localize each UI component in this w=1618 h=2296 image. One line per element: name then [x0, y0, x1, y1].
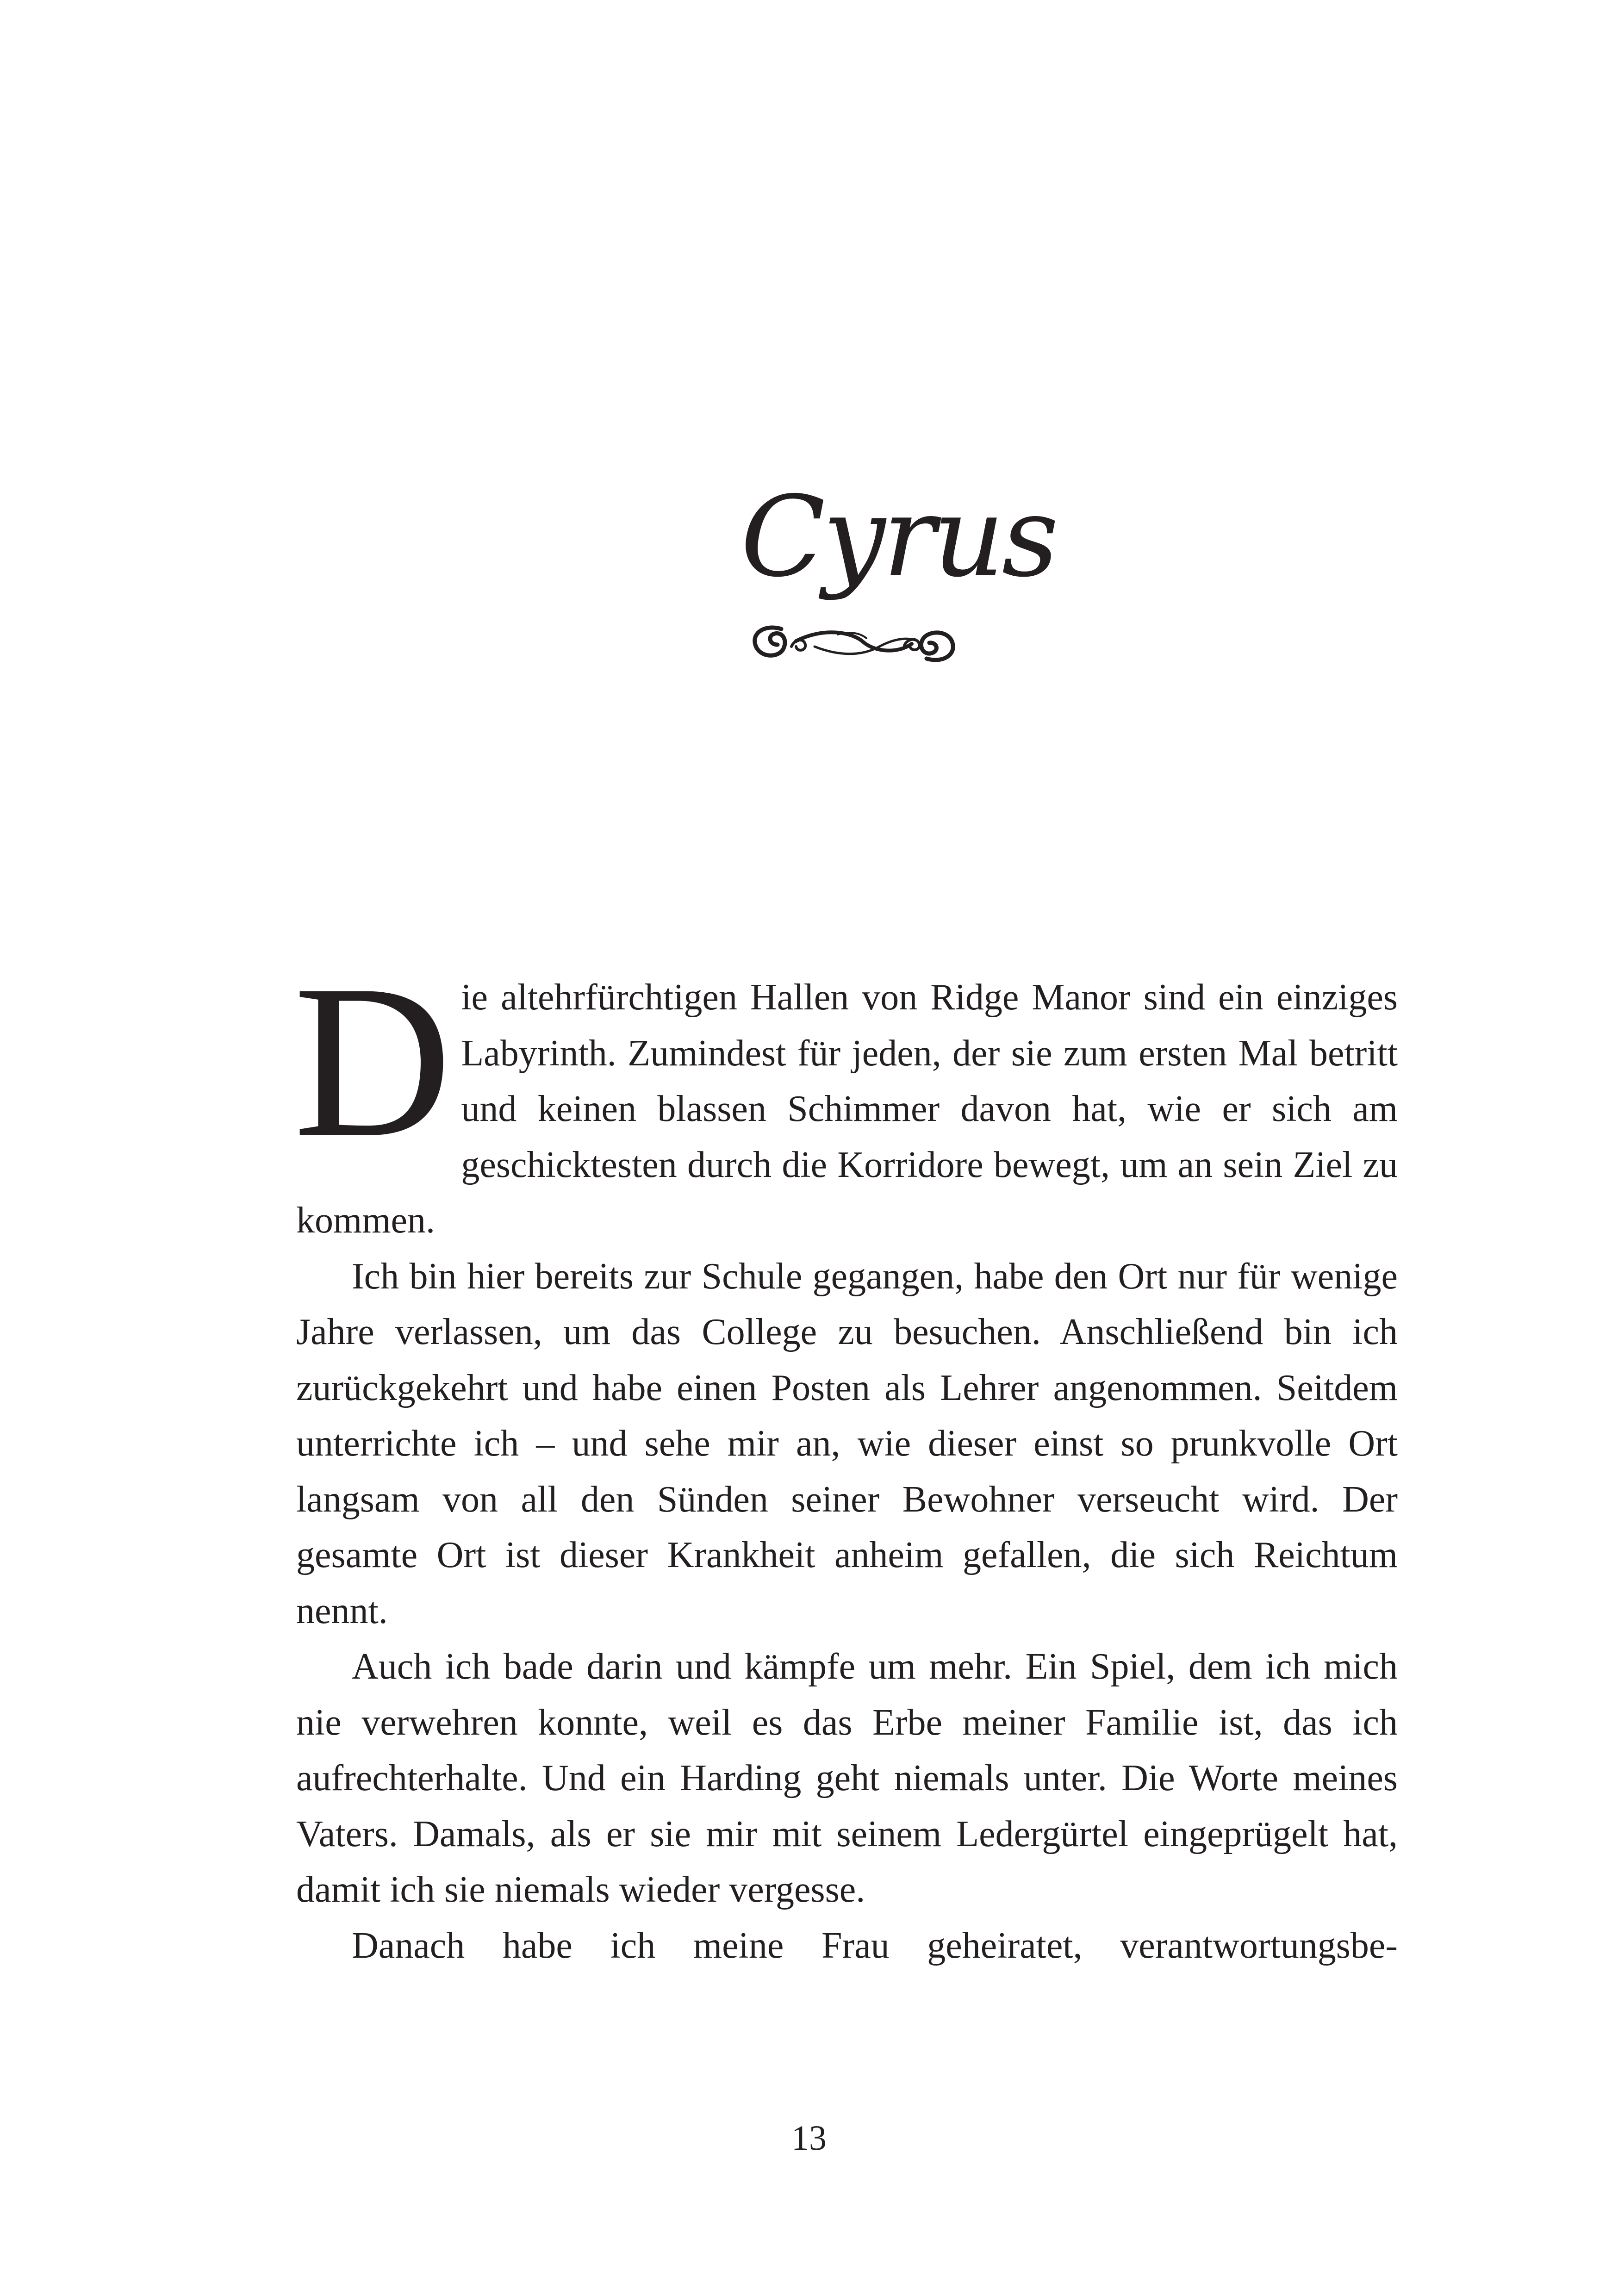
paragraph-1: [293, 940, 1398, 1249]
drop-cap: D: [293, 940, 452, 1182]
page-number: 13: [791, 2119, 827, 2158]
chapter-body: [293, 940, 1398, 1973]
paragraph-4: Danach habe ich meine Frau geheiratet, verantwortungsbe-: [352, 1925, 1398, 1966]
paragraph-3: Auch ich bade darin und kämpfe um mehr. Ein Spiel, dem ich mich nie verwehren konnte, weil es das Erbe meiner Familie ist, das ich aufrechterhalte. Und ein Harding geht niemals unter. Die Worte meines Vaters. Damals, als er sie mir mit seinem Ledergürtel eingeprügelt hat, damit ich sie niemals wieder vergesse.: [296, 1646, 1398, 1910]
paragraph-1-text: ie altehrfürchtigen Hallen von Ridge Manor sind ein einziges Labyrinth. Zumindest für jeden, der sie zum ersten Mal betritt und keinen blassen Schimmer davon hat, wie er sich am geschicktesten durch die Korridore bewegt, um an sein Ziel zu kommen.: [296, 977, 1398, 1241]
paragraph-2: Ich bin hier bereits zur Schule gegangen, habe den Ort nur für wenige Jahre verlassen, um das College zu besuchen. Anschließend bin ich zurückgekehrt und habe einen Posten als Lehrer angenommen. Seitdem unterrichte ich – und sehe mir an, wie dieser einst so prunkvolle Ort langsam von all den Sünden seiner Bewohner verseucht wird. Der gesamte Ort ist dieser Krankheit anheim gefallen, die sich Reichtum nennt.: [296, 1256, 1398, 1631]
chapter-title: Cyrus: [741, 472, 1056, 602]
scroll-flourish-icon: [745, 618, 963, 669]
